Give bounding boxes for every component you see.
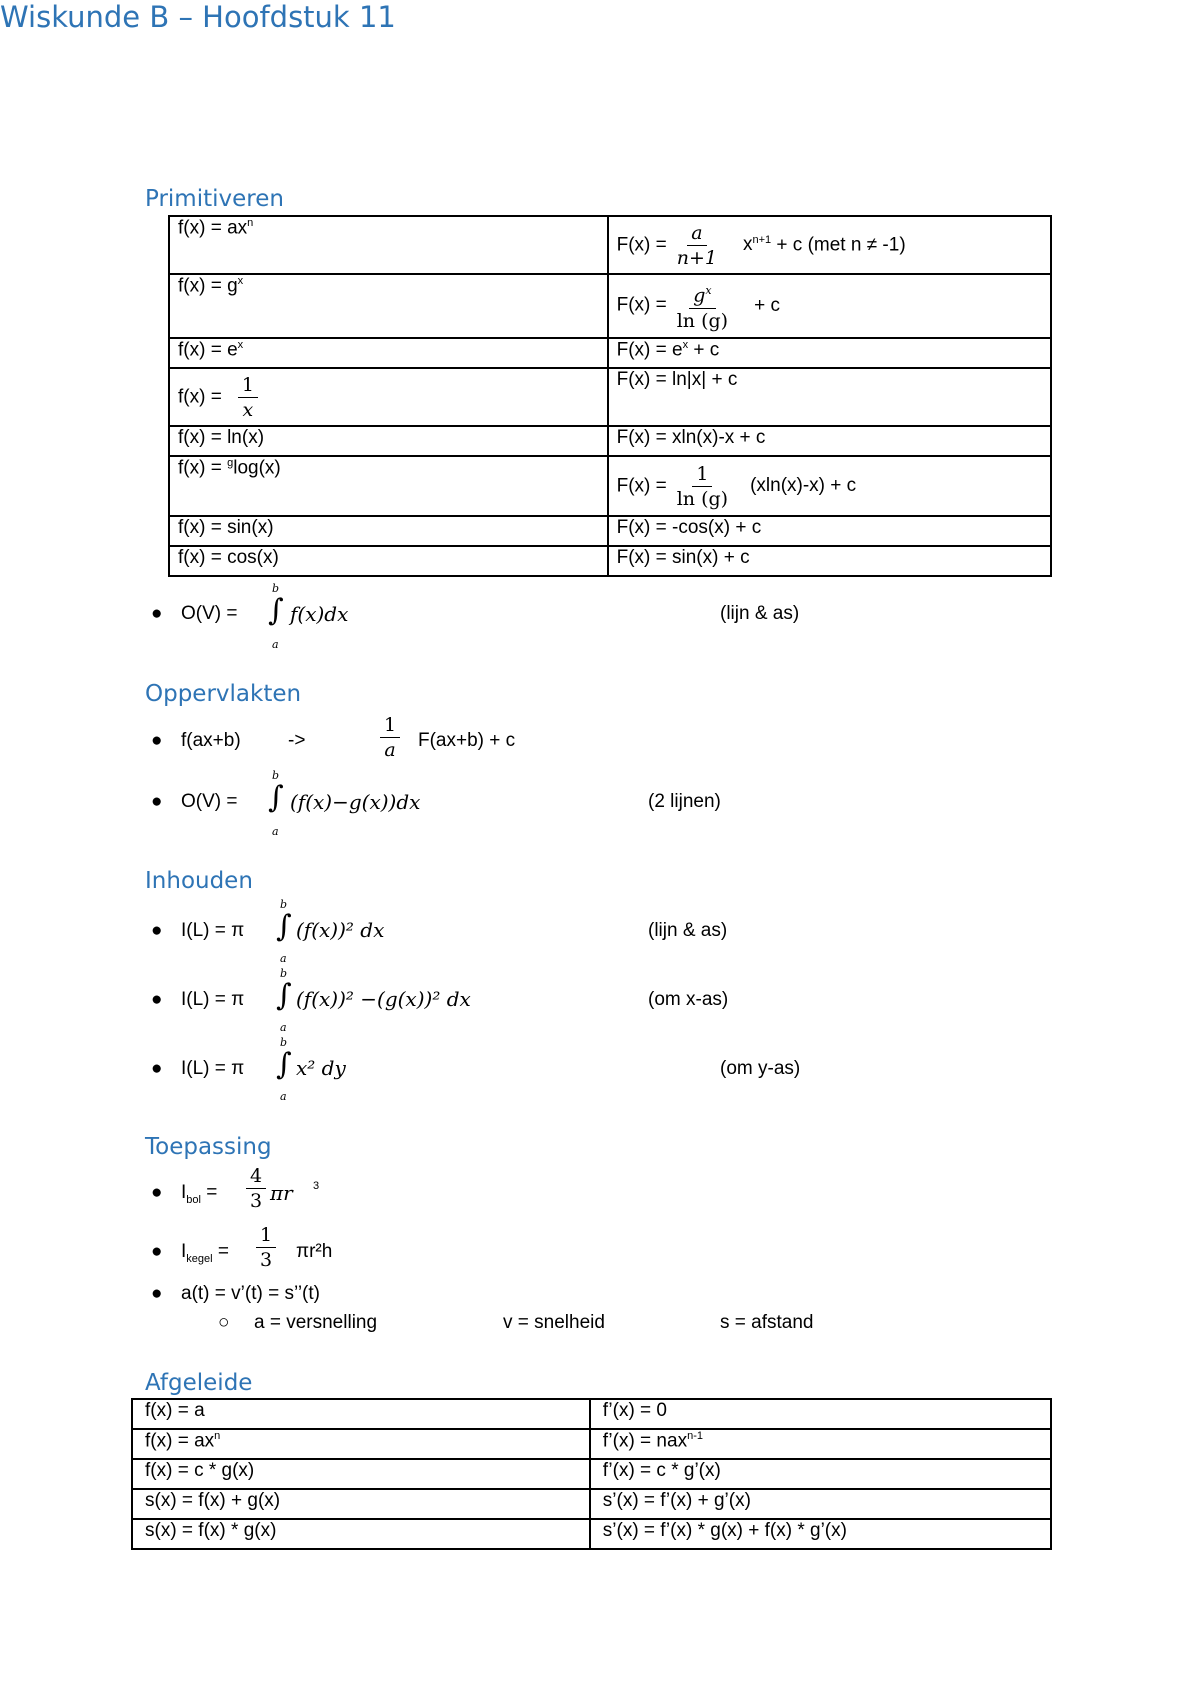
table-row	[169, 426, 1051, 456]
integrand: (f(x))² −(g(x))² dx	[296, 987, 471, 1011]
bullet-icon: ●	[151, 1241, 163, 1262]
note: (lijn & as)	[648, 920, 728, 941]
integral-sign: b ∫ a	[276, 898, 292, 965]
table-cell: $F(x) = e^x + c$	[608, 338, 1051, 368]
integrand: (f(x))² dx	[296, 918, 385, 942]
table-cell: f(x) = cos(x)	[169, 546, 608, 576]
table-cell: F(x) = -cos(x) + c	[608, 516, 1051, 546]
note: (2 lijnen)	[648, 791, 721, 812]
table-cell: F(x) = $\frac{a}{n+1}$ $x^{n+1} + c$ (met n ≠ -1)	[608, 216, 1051, 274]
bullet-icon: ●	[151, 730, 163, 751]
list-item: ● I(L) = π	[151, 920, 245, 941]
circle-bullet-icon: ○	[218, 1312, 230, 1333]
primitiveren-table	[168, 215, 1052, 577]
list-item: ● $I_{bol}$ =	[151, 1182, 218, 1206]
table-cell: s’(x) = f’(x) * g(x) + f(x) * g’(x)	[590, 1519, 1051, 1549]
heading-primitiveren: Primitiveren	[145, 186, 284, 212]
bullet-icon: ●	[151, 1182, 163, 1203]
table-row	[132, 1459, 1051, 1489]
list-item: ● I(L) = π	[151, 989, 245, 1010]
list-item: ● I(L) = π	[151, 1058, 245, 1079]
definition: s = afstand	[720, 1312, 814, 1333]
table-row	[169, 456, 1051, 516]
table-cell: f(x) = ln(x)	[169, 426, 608, 456]
list-item: ○ a = versnelling	[218, 1312, 378, 1333]
table-cell: s(x) = f(x) + g(x)	[132, 1489, 590, 1519]
integral-sign: b ∫ a	[276, 1036, 292, 1103]
list-item: ● $I_{kegel}$ =	[151, 1241, 229, 1265]
table-row	[169, 546, 1051, 576]
table-cell: f’(x) = c * g’(x)	[590, 1459, 1051, 1489]
table-cell: F(x) = $\frac{g^x}{\ln (g)}$ + c	[608, 274, 1051, 338]
bullet-icon: ●	[151, 791, 163, 812]
table-cell: f(x) = $\frac{1}{x}$	[169, 368, 608, 426]
integrand: (f(x)−g(x))dx	[290, 790, 421, 814]
table-cell: s’(x) = f’(x) + g’(x)	[590, 1489, 1051, 1519]
table-row	[132, 1429, 1051, 1459]
bullet-icon: ●	[151, 603, 163, 624]
table-row	[169, 516, 1051, 546]
table-row	[169, 338, 1051, 368]
integrand: x² dy	[296, 1056, 346, 1080]
table-cell: s(x) = f(x) * g(x)	[132, 1519, 590, 1549]
list-item: ● a(t) = v’(t) = s’’(t)	[151, 1283, 320, 1304]
formula: πr	[270, 1181, 293, 1205]
table-cell: $f(x) = g^x$	[169, 274, 608, 338]
table-cell: $f(x) = ax^n$	[132, 1429, 590, 1459]
afgeleide-table	[131, 1398, 1052, 1550]
formula: πr²h	[296, 1241, 333, 1262]
table-cell: F(x) = ln|x| + c	[608, 368, 1051, 426]
definition: v = snelheid	[503, 1312, 605, 1333]
table-cell: $f(x) = ax^n$	[169, 216, 608, 274]
table-cell: $f(x) = e^x$	[169, 338, 608, 368]
heading-oppervlakten: Oppervlakten	[145, 681, 302, 707]
fraction: $\frac{1}{3}$	[250, 1223, 282, 1272]
table-cell: f’(x) = 0	[590, 1399, 1051, 1429]
table-cell: f(x) = sin(x)	[169, 516, 608, 546]
table-row	[132, 1489, 1051, 1519]
table-row	[169, 274, 1051, 338]
table-cell: F(x) = $\frac{1}{\ln (g)}$ (xln(x)-x) + c	[608, 456, 1051, 516]
heading-afgeleide: Afgeleide	[145, 1370, 253, 1396]
table-cell: F(x) = sin(x) + c	[608, 546, 1051, 576]
table-cell: F(x) = xln(x)-x + c	[608, 426, 1051, 456]
formula: F(ax+b) + c	[418, 730, 516, 751]
heading-toepassing: Toepassing	[145, 1134, 272, 1160]
fraction: $\frac{1}{a}$	[374, 713, 406, 762]
bullet-icon: ●	[151, 1283, 163, 1304]
integral-sign: b ∫ a	[268, 582, 284, 651]
table-row	[132, 1399, 1051, 1429]
note: (om x-as)	[648, 989, 729, 1010]
table-row	[132, 1519, 1051, 1549]
table-cell: f(x) = a	[132, 1399, 590, 1429]
integral-sign: b ∫ a	[268, 769, 284, 838]
integrand: f(x)dx	[290, 602, 349, 626]
table-row	[169, 216, 1051, 274]
list-item: ● f(ax+b)	[151, 730, 241, 751]
bullet-icon: ●	[151, 989, 163, 1010]
list-item: ● O(V) =	[151, 603, 238, 624]
page-title: Wiskunde B – Hoofdstuk 11	[0, 0, 396, 34]
exponent: 3	[313, 1180, 320, 1192]
note: (lijn & as)	[720, 603, 800, 624]
list-item: ● O(V) =	[151, 791, 238, 812]
fraction: $\frac{4}{3}$	[240, 1164, 272, 1213]
heading-inhouden: Inhouden	[145, 868, 253, 894]
integral-sign: b ∫ a	[276, 967, 292, 1034]
bullet-icon: ●	[151, 1058, 163, 1079]
note: (om y-as)	[720, 1058, 801, 1079]
bullet-icon: ●	[151, 920, 163, 941]
table-cell: f(x) = c * g(x)	[132, 1459, 590, 1489]
table-cell: f(x) = $^g$log(x)	[169, 456, 608, 516]
arrow: ->	[288, 730, 306, 751]
table-row	[169, 368, 1051, 426]
table-cell: f’(x) = nax$^{n-1}$	[590, 1429, 1051, 1459]
